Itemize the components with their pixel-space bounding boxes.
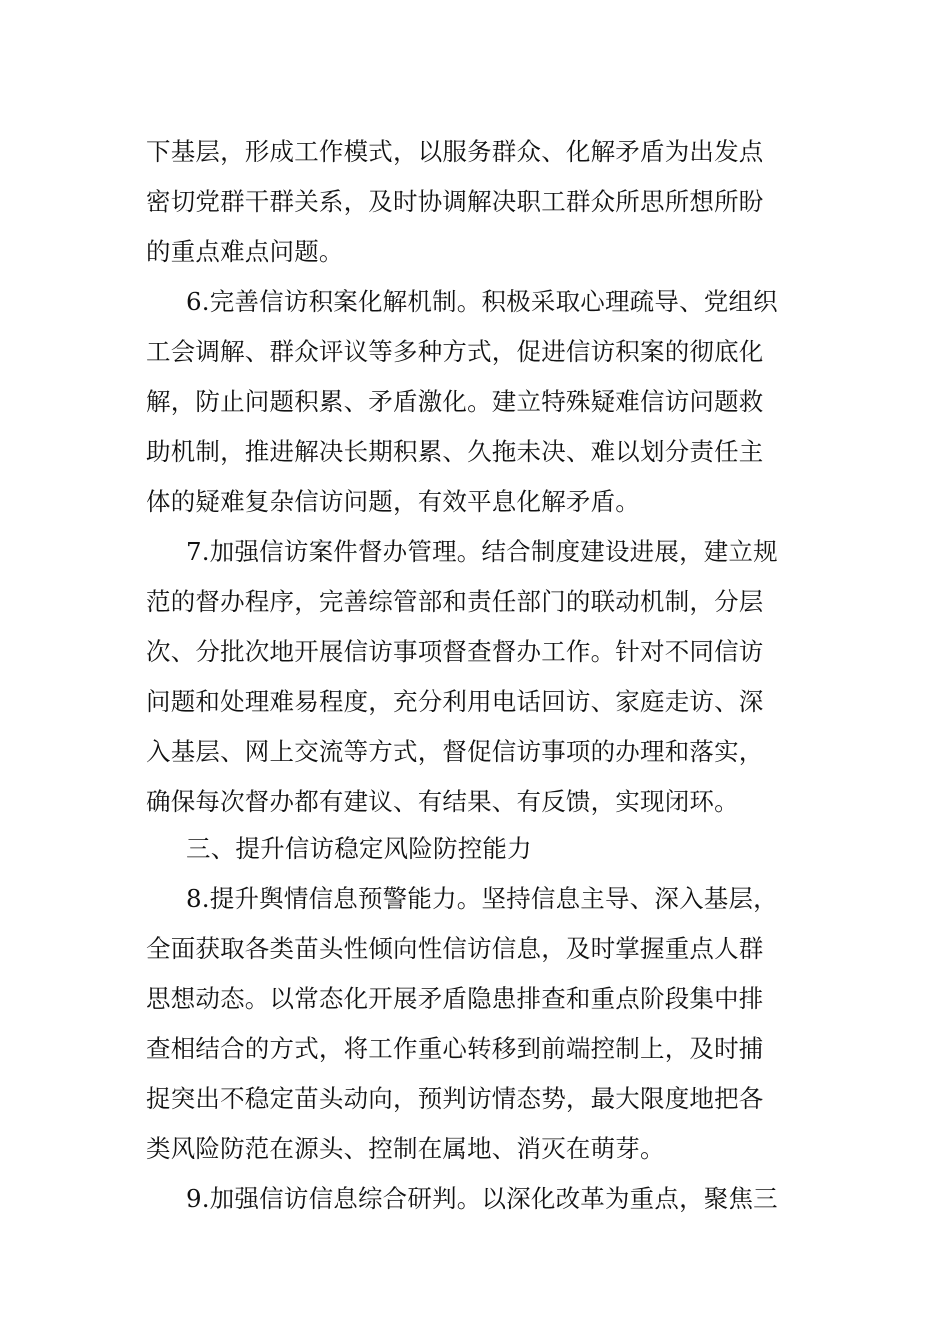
text-line: 密切党群干群关系，及时协调解决职工群众所思所想所盼 — [146, 187, 764, 216]
text-line: 入基层、网上交流等方式，督促信访事项的办理和落实， — [146, 737, 764, 766]
text-line: 类风险防范在源头、控制在属地、消灭在萌芽。 — [146, 1134, 665, 1163]
paragraph-heading-8: 8.提升舆情信息预警能力。坚持信息主导、深入基层， — [186, 884, 778, 913]
text-line: 解，防止问题积累、矛盾激化。建立特殊疑难信访问题救 — [146, 387, 764, 416]
text-line: 确保每次督办都有建议、有结果、有反馈，实现闭环。 — [146, 787, 739, 816]
text-line: 问题和处理难易程度，充分利用电话回访、家庭走访、深 — [146, 687, 764, 716]
text-line: 体的疑难复杂信访问题，有效平息化解矛盾。 — [146, 487, 640, 516]
paragraph-heading-6: 6.完善信访积案化解机制。积极采取心理疏导、党组织 — [186, 287, 778, 316]
text-line: 范的督办程序，完善综管部和责任部门的联动机制，分层 — [146, 587, 764, 616]
text-line: 思想动态。以常态化开展矛盾隐患排查和重点阶段集中排 — [146, 984, 764, 1013]
text-line: 查相结合的方式，将工作重心转移到前端控制上，及时捕 — [146, 1034, 764, 1063]
text-line: 下基层，形成工作模式，以服务群众、化解矛盾为出发点 — [146, 137, 764, 166]
text-line: 的重点难点问题。 — [146, 237, 344, 266]
paragraph-heading-9: 9.加强信访信息综合研判。以深化改革为重点，聚焦三 — [186, 1184, 778, 1213]
text-line: 全面获取各类苗头性倾向性信访信息，及时掌握重点人群 — [146, 934, 764, 963]
text-line: 工会调解、群众评议等多种方式，促进信访积案的彻底化 — [146, 337, 764, 366]
text-line: 次、分批次地开展信访事项督查督办工作。针对不同信访 — [146, 637, 764, 666]
text-line: 助机制，推进解决长期积累、久拖未决、难以划分责任主 — [146, 437, 764, 466]
paragraph-heading-7: 7.加强信访案件督办管理。结合制度建设进展，建立规 — [186, 537, 778, 566]
section-heading-3: 三、提升信访稳定风险防控能力 — [186, 834, 532, 863]
text-line: 捉突出不稳定苗头动向，预判访情态势，最大限度地把各 — [146, 1084, 764, 1113]
